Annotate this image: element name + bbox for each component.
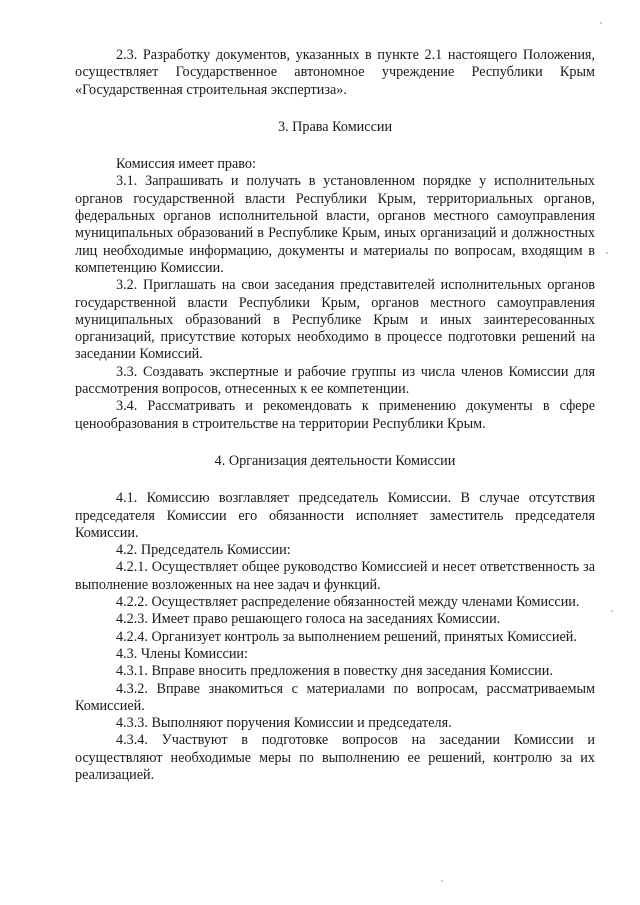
scan-speck bbox=[606, 252, 608, 254]
paragraph-4-3-1: 4.3.1. Вправе вносить предложения в повестку дня заседания Комиссии. bbox=[116, 663, 553, 680]
paragraph-3-3: 3.3. Создавать экспертные и рабочие группы из числа членов Комиссии для рассмотрения вопросов, отнесенных к ее компетенции. bbox=[75, 363, 595, 398]
scan-speck bbox=[600, 22, 602, 24]
scan-speck bbox=[441, 880, 443, 882]
paragraph-4-2-1: 4.2.1. Осуществляет общее руководство Комиссией и несет ответственность за выполнение возложенных на нее задач и функций. bbox=[75, 559, 595, 593]
paragraph-4-2-2: 4.2.2. Осуществляет распределение обязанностей между членами Комиссии. bbox=[116, 594, 580, 611]
scan-speck bbox=[611, 610, 613, 612]
paragraph-4-3-2: 4.3.2. Вправе знакомиться с материалами по вопросам, рассматриваемым Комиссией. bbox=[75, 680, 595, 714]
section-3-lead: Комиссия имеет право: bbox=[116, 156, 256, 173]
paragraph-4-2-3: 4.2.3. Имеет право решающего голоса на заседаниях Комиссии. bbox=[116, 611, 501, 628]
paragraph-4-3: 4.3. Члены Комиссии: bbox=[116, 645, 248, 662]
paragraph-4-3-3: 4.3.3. Выполняют поручения Комиссии и председателя. bbox=[116, 715, 452, 732]
paragraph-3-1: 3.1. Запрашивать и получать в установленном порядке у исполнительных органов государственной власти Республики Крым, территориальных органов, федеральных органов исполнительной власти, органов местного самоуправления муниципальных образований в Республике Крым, иных организаций и должностных лиц необходимые информацию, документы и материалы по вопросам, входящим в компетенцию Комиссии. bbox=[75, 173, 595, 276]
paragraph-4-2: 4.2. Председатель Комиссии: bbox=[116, 542, 291, 559]
paragraph-4-3-4: 4.3.4. Участвуют в подготовке вопросов на заседании Комиссии и осуществляют необходимые меры по выполнению ее решений, контролю за их реализацией. bbox=[75, 732, 595, 783]
document-body bbox=[75, 47, 595, 784]
section-3-title: 3. Права Комиссии bbox=[277, 118, 393, 135]
paragraph-2-3: 2.3. Разработку документов, указанных в пункте 2.1 настоящего Положения, осуществляет Государственное автономное учреждение Республики Крым «Государственная строительная экспертиза». bbox=[75, 47, 595, 98]
paragraph-3-2: 3.2. Приглашать на свои заседания представителей исполнительных органов государственной власти Республики Крым, органов местного самоуправления муниципальных образований в Республике Крым и иных заинтересованных организаций, присутствие которых необходимо в процессе подготовки решений на заседании Комиссий. bbox=[75, 277, 595, 363]
paragraph-4-2-4: 4.2.4. Организует контроль за выполнением решений, принятых Комиссией. bbox=[116, 628, 577, 645]
paragraph-3-4: 3.4. Рассматривать и рекомендовать к применению документы в сфере ценообразования в строительстве на территории Республики Крым. bbox=[75, 398, 595, 432]
section-4-title: 4. Организация деятельности Комиссии bbox=[214, 452, 456, 469]
paragraph-4-1: 4.1. Комиссию возглавляет председатель Комиссии. В случае отсутствия председателя Комиссии его обязанности исполняет заместитель председателя Комиссии. bbox=[75, 490, 595, 541]
